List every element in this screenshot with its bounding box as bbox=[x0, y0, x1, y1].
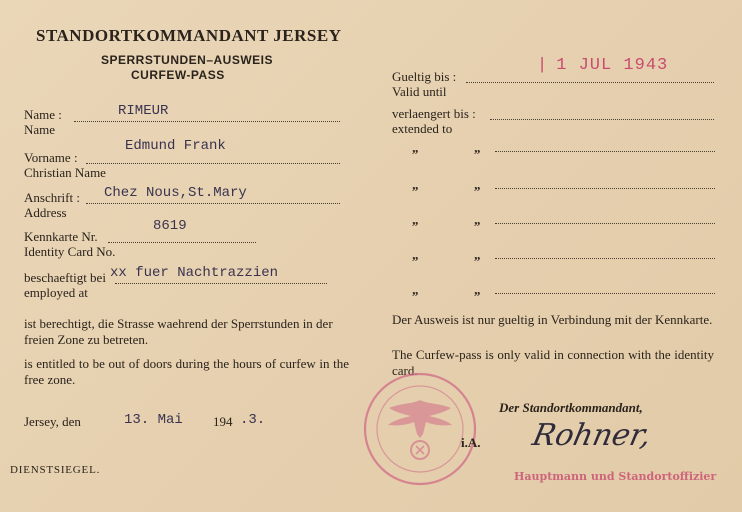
kennkarte-label-de: Kennkarte Nr. bbox=[24, 229, 98, 244]
ditto-mark-1: „ bbox=[412, 140, 419, 155]
gueltig-label: Gueltig bis : bbox=[392, 69, 457, 84]
document-title: STANDORTKOMMANDANT JERSEY bbox=[36, 26, 342, 45]
issue-year-prefix: 194 bbox=[213, 414, 233, 429]
note-en: The Curfew-pass is only valid in connection with the identity card. bbox=[392, 347, 714, 378]
ditto-mark-2: „ bbox=[474, 140, 481, 155]
document-subtitle-de: SPERRSTUNDEN–AUSWEIS bbox=[101, 53, 274, 67]
valid-until-bar-icon: | bbox=[537, 56, 549, 75]
ditto-mark-2: „ bbox=[474, 247, 481, 262]
official-seal-icon bbox=[361, 370, 479, 488]
handwritten-signature: Rohner, bbox=[529, 418, 655, 453]
beschaeftigt-label-en: employed at bbox=[24, 285, 88, 300]
rank-stamp: Hauptmann und Standortoffizier bbox=[514, 470, 717, 483]
valid-until-value: 1 JUL 1943 bbox=[556, 56, 669, 75]
ditto-mark-2: „ bbox=[474, 282, 481, 297]
name-value: RIMEUR bbox=[118, 103, 169, 119]
ditto-dotted-line bbox=[495, 293, 715, 294]
name-dotted-line bbox=[74, 121, 340, 122]
issue-year-suffix: .3. bbox=[240, 412, 266, 428]
beschaeftigt-label-de: beschaeftigt bei bbox=[24, 270, 106, 285]
vorname-dotted-line bbox=[86, 163, 340, 164]
ditto-dotted-line bbox=[495, 223, 715, 224]
kennkarte-value: 8619 bbox=[153, 218, 187, 234]
signature-ia: i.A. bbox=[461, 435, 481, 450]
ditto-dotted-line bbox=[495, 151, 715, 152]
ditto-mark-2: „ bbox=[474, 177, 481, 192]
gueltig-dotted-line bbox=[466, 82, 714, 83]
extended-label: extended to bbox=[392, 121, 453, 136]
ditto-mark-2: „ bbox=[474, 212, 481, 227]
issue-day-month: 13. Mai bbox=[124, 412, 183, 428]
anschrift-label-de: Anschrift : bbox=[24, 190, 80, 205]
document-subtitle-en: CURFEW-PASS bbox=[131, 68, 225, 82]
ditto-mark-1: „ bbox=[412, 177, 419, 192]
kennkarte-label-en: Identity Card No. bbox=[24, 244, 116, 259]
dienstsiegel-label: DIENSTSIEGEL. bbox=[10, 464, 101, 476]
verlaengert-dotted-line bbox=[490, 119, 714, 120]
issue-place-label: Jersey, den bbox=[24, 414, 81, 429]
signature-title: Der Standortkommandant, bbox=[499, 400, 643, 415]
ditto-mark-1: „ bbox=[412, 212, 419, 227]
beschaeftigt-value: xx fuer Nachtrazzien bbox=[110, 265, 279, 281]
name-label-en: Name bbox=[24, 122, 56, 137]
statement-en: is entitled to be out of doors during the hours of curfew in the free zone. bbox=[24, 356, 349, 387]
verlaengert-label: verlaengert bis : bbox=[392, 106, 476, 121]
ditto-dotted-line bbox=[495, 258, 715, 259]
ditto-mark-1: „ bbox=[412, 247, 419, 262]
statement-de: ist berechtigt, die Strasse waehrend der Sperrstunden in der freien Zone zu betreten. bbox=[24, 316, 333, 347]
vorname-label-de: Vorname : bbox=[24, 150, 78, 165]
ditto-mark-1: „ bbox=[412, 282, 419, 297]
note-de: Der Ausweis ist nur gueltig in Verbindung mit der Kennkarte. bbox=[392, 312, 713, 327]
anschrift-label-en: Address bbox=[24, 205, 67, 220]
ditto-dotted-line bbox=[495, 188, 715, 189]
anschrift-value: Chez Nous,St.Mary bbox=[104, 185, 247, 201]
valid-until-label: Valid until bbox=[392, 84, 447, 99]
anschrift-dotted-line bbox=[86, 203, 340, 204]
valid-until-stamp bbox=[537, 56, 668, 75]
vorname-value: Edmund Frank bbox=[125, 138, 226, 154]
beschaeftigt-dotted-line bbox=[115, 283, 327, 284]
vorname-label-en: Christian Name bbox=[24, 165, 106, 180]
name-label-de: Name : bbox=[24, 107, 62, 122]
kennkarte-dotted-line bbox=[108, 242, 256, 243]
